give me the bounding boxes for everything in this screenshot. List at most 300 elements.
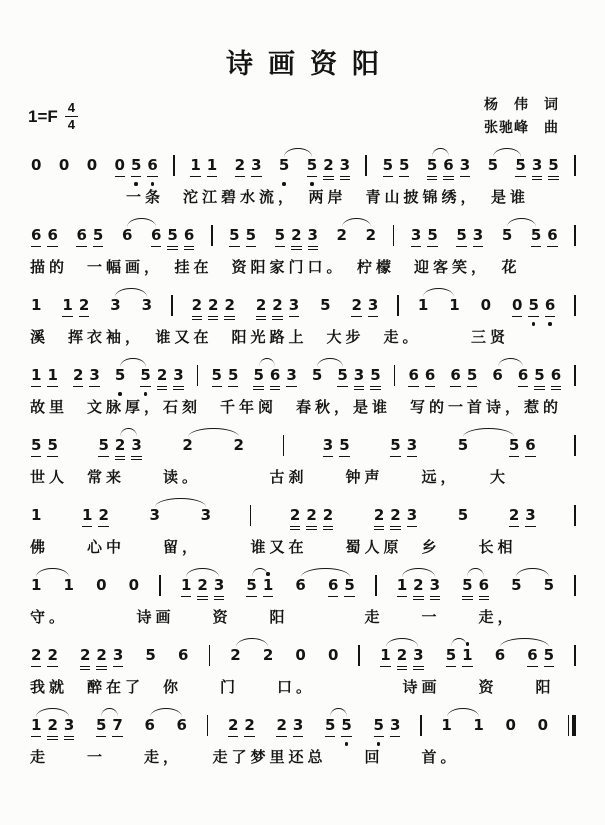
beam-lines [235, 174, 245, 181]
lyrics-line: 故里 文脉厚，石刻 千年阅 春秋，是谁 写的一首诗，惹的 [30, 399, 563, 416]
beam-lines [413, 664, 423, 671]
note-number: 0 [480, 296, 492, 314]
octave-dot-below-slot [544, 601, 554, 607]
note-number: 2 [291, 226, 302, 244]
octave-dot-below-slot [383, 181, 393, 187]
barline [206, 711, 210, 736]
octave-dot-below-slot [47, 671, 57, 677]
beam-lines [446, 664, 456, 671]
beam-lines [31, 594, 41, 601]
note-number: 1 [396, 576, 408, 594]
beam-line-1 [151, 246, 161, 248]
note-number: 3 [213, 576, 225, 594]
octave-dot-below-slot [229, 251, 239, 257]
note [28, 361, 44, 397]
slur-arc [150, 708, 182, 717]
octave-dot-below-slot [323, 181, 333, 187]
slur-arc [155, 498, 206, 507]
note [76, 291, 92, 327]
octave-dot-below-slot [291, 251, 301, 257]
note-number: 2 [396, 646, 408, 664]
beam-line-1 [525, 526, 535, 528]
beam-line-1 [534, 386, 544, 388]
beam-line-1 [31, 666, 41, 668]
beam-lines [31, 314, 41, 321]
beam-line-1 [190, 176, 200, 178]
octave-dot-below-slot [230, 671, 240, 677]
beat-group [84, 151, 100, 187]
note-number: 2 [322, 506, 334, 524]
note-number: 2 [413, 576, 424, 594]
note [28, 221, 44, 257]
note [503, 711, 519, 747]
note-number: 6 [76, 226, 87, 244]
beam-line-1 [456, 246, 466, 248]
lyrics-line: 描的 一幅画， 挂在 资阳家门口。 柠檬 迎客笑， 花 [30, 259, 521, 276]
octave-dot-below-slot [142, 321, 152, 327]
note-number: 3 [459, 156, 471, 174]
beam-line-1 [340, 176, 350, 178]
bar-stroke [393, 225, 395, 246]
beam-lines [129, 594, 139, 601]
octave-dot-below-slot [79, 321, 89, 327]
beam-lines [212, 384, 222, 391]
beam-line-1 [380, 666, 390, 668]
barline [573, 571, 577, 596]
note-number: 2 [272, 296, 283, 314]
end-barline [567, 711, 577, 736]
beat-group [175, 641, 191, 677]
beam-lines [96, 594, 106, 601]
bar-stroke [574, 435, 576, 456]
octave-dot-below-slot [532, 181, 542, 187]
slur-arc [252, 568, 268, 577]
note [286, 291, 302, 327]
beam-lines [370, 384, 380, 391]
barline [396, 291, 400, 316]
slur-arc [463, 428, 514, 437]
beam-lines [62, 314, 72, 321]
note [243, 221, 259, 257]
note-number: 5 [320, 296, 331, 314]
beam-line-1 [341, 736, 351, 738]
note [95, 431, 111, 467]
beam-lines [47, 384, 57, 391]
note-number: 2 [508, 506, 520, 524]
beam-lines [390, 454, 400, 461]
notes-row [28, 221, 577, 257]
beam-lines [275, 244, 285, 251]
note-number: 5 [92, 226, 104, 244]
beam-lines [427, 244, 437, 251]
beam-line-1 [98, 456, 108, 458]
barline [573, 361, 577, 386]
note [529, 151, 545, 187]
note [28, 291, 44, 327]
beam-lines [340, 174, 350, 181]
octave-dot-below-slot [515, 181, 525, 187]
beam-line-1 [173, 386, 183, 388]
beam-lines [308, 244, 318, 251]
note [320, 431, 336, 467]
beam-line-1 [276, 736, 286, 738]
beam-line-1 [408, 386, 418, 388]
beat-group [56, 151, 72, 187]
note [404, 431, 420, 467]
beam-line-1 [110, 316, 120, 318]
beam-lines [289, 314, 299, 321]
note-number: 0 [128, 576, 140, 594]
beam-lines [73, 384, 83, 391]
octave-dot-below-slot [31, 601, 41, 607]
beam-lines [31, 384, 41, 391]
slur-arc [447, 708, 479, 717]
beam-lines [462, 664, 472, 671]
octave-dot-below-slot [308, 251, 318, 257]
octave-dot-below-slot [427, 181, 437, 187]
note [336, 431, 352, 467]
beam-lines [113, 664, 123, 671]
note [44, 361, 60, 397]
beam-line-1 [548, 176, 558, 178]
octave-dot-below-slot [208, 321, 218, 327]
beam-lines [323, 524, 333, 531]
note-number: 3 [110, 296, 121, 314]
octave-dot-below-slot [547, 251, 557, 257]
beam-line-1 [76, 246, 86, 248]
beam-line-1 [495, 666, 505, 668]
note-number: 5 [31, 436, 42, 454]
note-number: 5 [337, 366, 348, 384]
note-number: 3 [472, 226, 484, 244]
beam-line-1 [407, 456, 417, 458]
beam-line-1 [256, 316, 266, 318]
note-number: 5 [543, 576, 555, 594]
octave-dot-below-slot [31, 181, 41, 187]
octave-dot-below-slot [479, 601, 489, 607]
octave-dot-below-slot [290, 531, 300, 537]
beam-lines [279, 174, 289, 181]
bar-stroke [197, 365, 199, 386]
barline [357, 641, 361, 666]
octave-dot-below-slot [110, 321, 120, 327]
note-number: 2 [114, 436, 126, 454]
note-number: 0 [512, 296, 523, 314]
beam-lines [449, 314, 459, 321]
octave-dot-below [377, 742, 381, 746]
octave-dot-below-slot [323, 461, 333, 467]
beam-lines [380, 664, 390, 671]
beat-group [126, 571, 142, 607]
bar-stroke [250, 505, 252, 526]
beam-lines [31, 454, 41, 461]
note-number: 3 [406, 436, 418, 454]
note-number: 3 [131, 436, 142, 454]
music-system [28, 419, 577, 489]
beam-line-1 [450, 386, 460, 388]
note [371, 711, 387, 747]
note-number: 5 [47, 436, 58, 454]
note-number: 2 [390, 506, 401, 524]
beam-lines [122, 244, 132, 251]
note [351, 361, 367, 397]
barline [208, 641, 212, 666]
beam-lines [31, 244, 41, 251]
slur-arc [330, 708, 346, 717]
octave-dot-below-slot [256, 321, 266, 327]
beam-line-1 [502, 246, 512, 248]
beam-line-1 [295, 596, 305, 598]
beam-lines [407, 454, 417, 461]
beam-line-1 [230, 666, 240, 668]
note-number: 6 [527, 646, 538, 664]
octave-dot-below-slot [328, 601, 338, 607]
beam-line-1 [131, 176, 141, 178]
beam-line-1 [390, 456, 400, 458]
lyrics-line: 世人 常来 读。 古刹 钟声 远， 大 [30, 469, 510, 486]
bar-stroke [574, 505, 576, 526]
beam-lines [272, 314, 282, 321]
beam-lines [233, 454, 243, 461]
note-number: 5 [306, 156, 318, 174]
beam-lines [351, 314, 361, 321]
beam-line-1 [306, 526, 316, 528]
octave-dot-below-slot [397, 671, 407, 677]
beam-lines [251, 174, 261, 181]
beam-lines [337, 384, 347, 391]
beam-lines [47, 454, 57, 461]
beam-line-1 [96, 596, 106, 598]
beam-lines [407, 524, 417, 531]
beam-line-1 [525, 456, 535, 458]
note-number: 2 [224, 296, 235, 314]
beat-group [317, 291, 333, 327]
octave-dot-below-slot [140, 391, 150, 397]
octave-dot-below-slot [182, 461, 192, 467]
note-number: 5 [344, 576, 355, 594]
octave-dot-below-slot [31, 321, 41, 327]
beam-line-1 [354, 386, 364, 388]
beat-group [73, 221, 106, 257]
beam-line-1 [31, 176, 41, 178]
beam-line-1 [492, 386, 502, 388]
beam-lines [418, 314, 428, 321]
slur-arc [186, 568, 219, 577]
beam-lines [525, 524, 535, 531]
bar-stroke [574, 155, 576, 176]
note-number: 5 [140, 366, 151, 384]
beam-line-1 [473, 246, 483, 248]
beat-group [325, 641, 341, 677]
octave-dot-below-slot [150, 531, 160, 537]
note-number: 5 [114, 366, 126, 384]
beam-lines [147, 174, 157, 181]
octave-dot-below-slot [270, 391, 280, 397]
octave-dot-below-slot [96, 601, 106, 607]
beat-group [253, 291, 302, 327]
octave-dot-below-slot [427, 251, 437, 257]
beam-lines [64, 594, 74, 601]
beam-line-1 [390, 526, 400, 528]
beam-lines [87, 174, 97, 181]
beam-line-1 [73, 386, 83, 388]
beam-lines [224, 314, 234, 321]
octave-dot-below-slot [492, 391, 502, 397]
beam-lines [427, 174, 437, 181]
octave-dot-below-slot [430, 601, 440, 607]
barline [573, 151, 577, 176]
beam-line-1 [31, 246, 41, 248]
beam-lines [181, 594, 191, 601]
note-number: 5 [382, 156, 393, 174]
note-number: 5 [95, 716, 107, 734]
beam-line-1 [458, 456, 468, 458]
beat-group [28, 151, 44, 187]
note-number: 3 [149, 506, 160, 524]
beam-line-1 [328, 666, 338, 668]
barline [364, 151, 368, 176]
note [424, 221, 440, 257]
note-number: 2 [227, 716, 239, 734]
beat-group [93, 571, 109, 607]
octave-dot-below-slot [76, 251, 86, 257]
beam-lines [325, 734, 335, 741]
slur-arc [507, 218, 536, 227]
time-sig-denominator: 4 [67, 117, 76, 133]
note [181, 221, 197, 257]
beam-lines [290, 524, 300, 531]
note [387, 711, 403, 747]
octave-dot-below-slot [456, 251, 466, 257]
beam-line-1 [532, 176, 542, 178]
beam-lines [548, 174, 558, 181]
beam-line-1 [96, 666, 106, 668]
octave-dot-below-slot [31, 461, 41, 467]
octave-dot-below-slot [190, 181, 200, 187]
note [290, 711, 306, 747]
beam-line-1 [509, 526, 519, 528]
octave-dot-below-slot [246, 251, 256, 257]
beam-line-1 [427, 176, 437, 178]
note-number: 3 [367, 296, 379, 314]
note-number: 3 [531, 156, 543, 174]
note [387, 501, 403, 537]
beam-lines [47, 244, 57, 251]
beam-lines [190, 174, 200, 181]
beam-lines [399, 174, 409, 181]
barline [392, 221, 396, 246]
notes-row [28, 291, 577, 327]
note-number: 3 [413, 646, 424, 664]
beam-line-1 [233, 456, 243, 458]
octave-dot-below-slot [380, 671, 390, 677]
octave-dot-below-slot [253, 391, 263, 397]
octave-dot-below-slot [96, 741, 106, 747]
beam-lines [328, 594, 338, 601]
octave-dot-below-slot [446, 671, 456, 677]
note [455, 501, 471, 537]
octave-dot-below-slot [80, 671, 90, 677]
octave-dot-below-slot [307, 181, 317, 187]
slur-arc [498, 358, 524, 367]
note-number: 3 [389, 716, 401, 734]
note [325, 641, 341, 677]
note-number: 3 [251, 156, 262, 174]
note-number: 6 [121, 226, 133, 244]
beat-group [408, 221, 441, 257]
beam-line-1 [212, 386, 222, 388]
note [44, 221, 60, 257]
octave-dot-below-slot [98, 461, 108, 467]
note [28, 151, 44, 187]
bar-stroke [209, 645, 211, 666]
beam-lines [339, 454, 349, 461]
note-number: 2 [208, 296, 219, 314]
octave-dot-below-slot [112, 741, 122, 747]
octave-dot-below-slot [339, 461, 349, 467]
beam-lines [531, 244, 541, 251]
octave-dot-below-slot [374, 741, 384, 747]
time-signature [65, 101, 78, 133]
beam-lines [246, 594, 256, 601]
note-number: 5 [229, 226, 240, 244]
note [545, 151, 561, 187]
octave-dot-below-slot [413, 601, 423, 607]
beam-lines [80, 664, 90, 671]
note-number: 6 [408, 366, 419, 384]
note [144, 151, 160, 187]
beam-lines [263, 664, 273, 671]
note [522, 501, 538, 537]
octave-dot-below-slot [246, 601, 256, 607]
beam-line-1 [59, 176, 69, 178]
octave-dot-below [118, 392, 122, 396]
beam-lines [479, 594, 489, 601]
octave-dot-below-slot [293, 741, 303, 747]
note-number: 5 [278, 156, 290, 174]
octave-dot-below-slot [390, 461, 400, 467]
beam-lines [413, 594, 423, 601]
note-number: 5 [98, 436, 109, 454]
note-number: 6 [150, 226, 162, 244]
beam-lines [244, 734, 254, 741]
octave-dot-below-slot [418, 321, 428, 327]
octave-dot-below [310, 182, 314, 186]
octave-dot-below-slot [181, 601, 191, 607]
beat-group [209, 361, 242, 397]
octave-dot-below-slot [518, 391, 528, 397]
barline [573, 291, 577, 316]
octave-dot-below-slot [31, 671, 41, 677]
beam-lines [511, 594, 521, 601]
slur-arc [432, 148, 448, 157]
note [273, 711, 289, 747]
beam-line-1 [351, 316, 361, 318]
beam-lines [473, 244, 483, 251]
barline [573, 221, 577, 246]
note [44, 431, 60, 467]
beat-group [380, 151, 413, 187]
note-number: 5 [462, 576, 473, 594]
beam-lines [441, 734, 451, 741]
note [531, 361, 547, 397]
octave-dot-below-slot [235, 181, 245, 187]
note [77, 641, 93, 677]
beam-lines [31, 734, 41, 741]
beam-line-1 [93, 246, 103, 248]
beat-group [77, 641, 126, 677]
note-number: 2 [244, 716, 255, 734]
